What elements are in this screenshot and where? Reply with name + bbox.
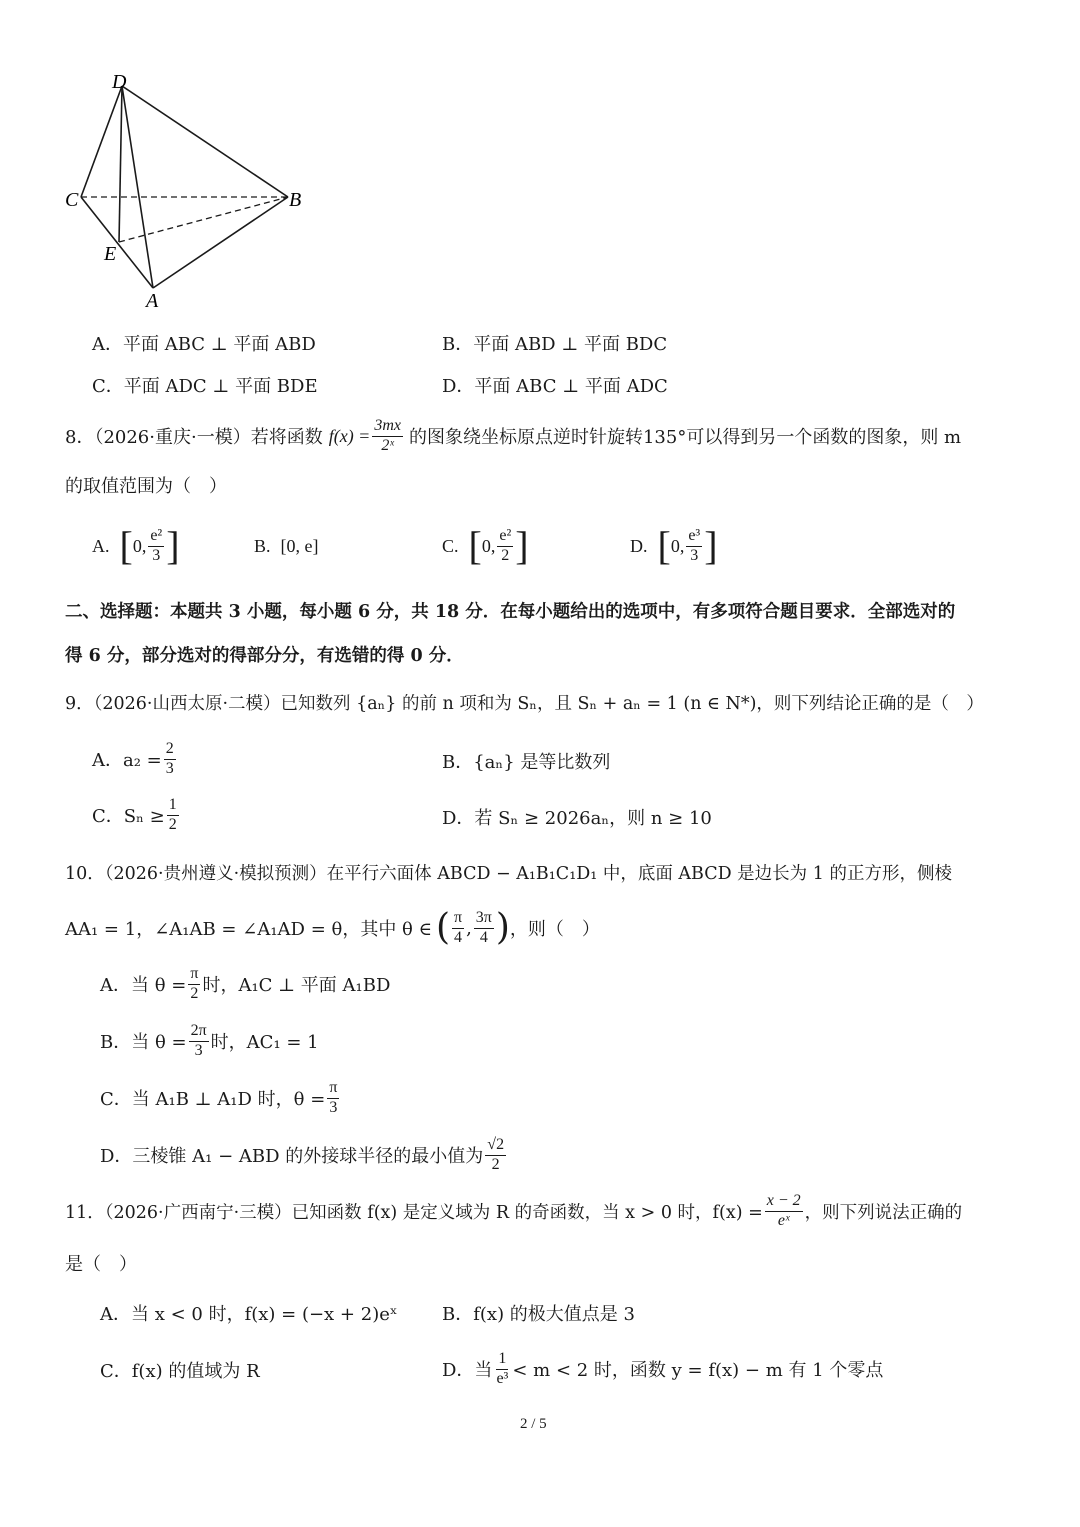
q7-option-d: D．平面 ABC ⊥ 平面 ADC bbox=[442, 376, 668, 397]
q8-d-num: e³ bbox=[686, 527, 702, 546]
q8-lead: 8．（2026·重庆·一模）若将函数 bbox=[65, 427, 323, 448]
q9-c-den: 2 bbox=[168, 815, 177, 833]
q7-option-b: B．平面 ABD ⊥ 平面 BDC bbox=[442, 334, 668, 355]
q9-option-a bbox=[92, 736, 178, 782]
q10-d-num: √2 bbox=[485, 1136, 506, 1155]
q11-option-a: A．当 x < 0 时，f(x) = (−x + 2)eˣ bbox=[100, 1304, 398, 1325]
edge-CA bbox=[81, 197, 153, 288]
bracket-right-icon: ] bbox=[704, 523, 718, 568]
q10-a-post: 时，A₁C ⊥ 平面 A₁BD bbox=[202, 975, 391, 996]
q10-a-den: 2 bbox=[190, 984, 199, 1002]
q11-option-c: C．f(x) 的值域为 R bbox=[100, 1361, 260, 1382]
q11-den: eˣ bbox=[777, 1211, 790, 1229]
q10-b-pre: B．当 θ = bbox=[100, 1032, 187, 1053]
page-number: 2 / 5 bbox=[520, 1416, 547, 1432]
q10-c-den: 3 bbox=[329, 1098, 338, 1116]
q10-b-den: 3 bbox=[194, 1041, 203, 1059]
q11-d-den: e³ bbox=[496, 1369, 509, 1387]
tetrahedron-figure bbox=[55, 70, 325, 315]
q10-a-pre: A．当 θ = bbox=[100, 975, 187, 996]
q11-d-num: 1 bbox=[496, 1350, 508, 1369]
edge-DA bbox=[122, 86, 153, 288]
q8-stem-line1 bbox=[65, 414, 961, 458]
comma: , bbox=[466, 917, 472, 939]
label-A: A bbox=[146, 290, 159, 312]
q9-c-pre: C．Sₙ ≥ bbox=[92, 806, 165, 827]
edge-BA bbox=[153, 197, 288, 288]
paren-right-icon: ) bbox=[495, 907, 510, 948]
q8-a-num: e² bbox=[148, 527, 164, 546]
q10-c-num: π bbox=[327, 1079, 339, 1098]
q9-a-num: 2 bbox=[164, 740, 176, 759]
bracket-left-icon: [ bbox=[657, 523, 671, 568]
q11-option-b: B．f(x) 的极大值点是 3 bbox=[442, 1304, 635, 1325]
bracket-right-icon: ] bbox=[515, 523, 529, 568]
q10-b-post: 时，AC₁ = 1 bbox=[210, 1032, 319, 1053]
q8-func: f(x) = bbox=[328, 425, 371, 446]
q8-option-b-label: B. bbox=[254, 535, 271, 556]
q10-d-den: 2 bbox=[491, 1155, 500, 1173]
q7-option-a: A．平面 ABC ⊥ 平面 ABD bbox=[92, 334, 316, 355]
q8-mid: 的图象绕坐标原点逆时针旋转135°可以得到另一个函数的图象，则 m bbox=[408, 427, 962, 448]
q11-d-post: < m < 2 时，函数 y = f(x) − m 有 1 个零点 bbox=[512, 1360, 884, 1381]
label-B: B bbox=[289, 189, 302, 211]
q8-option-a-left: 0, bbox=[132, 535, 147, 556]
q10-stem-line2 bbox=[65, 902, 600, 954]
section2-header-line1: 二、选择题：本题共 3 小题，每小题 6 分，共 18 分．在每小题给出的选项中，有多项符合题目要求．全部选对的 bbox=[65, 602, 956, 622]
edge-DE bbox=[119, 86, 122, 242]
label-C: C bbox=[65, 189, 79, 211]
q8-c-den: 2 bbox=[501, 546, 510, 564]
q11-option-d bbox=[442, 1344, 883, 1394]
q10-b-num: 2π bbox=[189, 1022, 209, 1041]
q8-d-den: 3 bbox=[690, 546, 699, 564]
q8-option-c-label: C. bbox=[442, 535, 459, 556]
q8-stem-line2: 的取值范围为（ ） bbox=[65, 476, 227, 497]
q8-option-d-left: 0, bbox=[670, 535, 685, 556]
q10-a-num: π bbox=[188, 965, 200, 984]
q9-a-pre: A．a₂ = bbox=[92, 750, 162, 771]
q8-a-den: 3 bbox=[152, 546, 161, 564]
bracket-left-icon: [ bbox=[119, 523, 133, 568]
q10-int-n1: π bbox=[452, 909, 464, 928]
q10-d-pre: D．三棱锥 A₁ − ABD 的外接球半径的最小值为 bbox=[100, 1146, 484, 1167]
q10-stem2-post: ，则（ ） bbox=[509, 919, 600, 940]
q10-option-c bbox=[100, 1074, 341, 1122]
q10-option-a bbox=[100, 960, 390, 1008]
q7-option-c: C．平面 ADC ⊥ 平面 BDE bbox=[92, 376, 318, 397]
q9-option-b: B．{aₙ} 是等比数列 bbox=[442, 752, 611, 773]
q8-option-a bbox=[92, 518, 180, 574]
q11-num: x − 2 bbox=[765, 1192, 803, 1211]
q10-c-pre: C．当 A₁B ⊥ A₁D 时，θ = bbox=[100, 1089, 326, 1110]
q10-int-d1: 4 bbox=[454, 928, 463, 946]
q8-option-a-label: A. bbox=[92, 535, 110, 556]
q8-option-d bbox=[630, 518, 718, 574]
q10-int-d2: 4 bbox=[479, 928, 488, 946]
q9-option-c bbox=[92, 792, 181, 838]
q9-stem: 9．（2026·山西太原·二模）已知数列 {aₙ} 的前 n 项和为 Sₙ，且 Sₙ + aₙ = 1 (n ∈ N*)，则下列结论正确的是（ ） bbox=[65, 694, 984, 714]
q10-option-d bbox=[100, 1131, 508, 1179]
q8-option-b-value: [0, e] bbox=[280, 535, 319, 556]
q10-stem2-pre: AA₁ = 1，∠A₁AB = ∠A₁AD = θ，其中 θ ∈ bbox=[65, 919, 432, 940]
q8-options bbox=[92, 518, 792, 574]
q11-stem1-pre: 11．（2026·广西南宁·三模）已知函数 f(x) 是定义域为 R 的奇函数，当 x > 0 时，f(x) = bbox=[65, 1202, 763, 1223]
q11-stem-line1 bbox=[65, 1188, 962, 1234]
section2-header-line2: 得 6 分，部分选对的得部分分，有选错的得 0 分． bbox=[65, 646, 464, 666]
q9-option-d: D．若 Sₙ ≥ 2026aₙ，则 n ≥ 10 bbox=[442, 808, 712, 829]
edge-DB bbox=[122, 86, 288, 197]
bracket-left-icon: [ bbox=[468, 523, 482, 568]
q11-stem1-post: ，则下列说法正确的 bbox=[804, 1202, 963, 1223]
edge-DC bbox=[81, 86, 122, 197]
q10-stem-line1: 10．（2026·贵州遵义·模拟预测）在平行六面体 ABCD − A₁B₁C₁D₁ 中，底面 ABCD 是边长为 1 的正方形，侧棱 bbox=[65, 864, 952, 884]
label-E: E bbox=[104, 243, 117, 265]
q8-option-d-label: D. bbox=[630, 535, 648, 556]
q10-int-n2: 3π bbox=[474, 909, 494, 928]
q8-option-b bbox=[254, 518, 319, 574]
paren-left-icon: ( bbox=[435, 907, 450, 948]
bracket-right-icon: ] bbox=[166, 523, 180, 568]
label-D: D bbox=[112, 71, 127, 93]
q9-c-num: 1 bbox=[167, 796, 179, 815]
q8-frac-den: 2ˣ bbox=[381, 436, 394, 454]
q8-option-c-left: 0, bbox=[481, 535, 496, 556]
q9-a-den: 3 bbox=[165, 759, 174, 777]
q8-c-num: e² bbox=[497, 527, 513, 546]
q11-stem-line2: 是（ ） bbox=[65, 1254, 137, 1275]
q8-frac-num: 3mx bbox=[372, 417, 403, 436]
q8-fraction bbox=[372, 417, 403, 455]
q8-option-c bbox=[442, 518, 529, 574]
q11-d-pre: D．当 bbox=[442, 1360, 493, 1381]
q10-option-b bbox=[100, 1017, 319, 1065]
